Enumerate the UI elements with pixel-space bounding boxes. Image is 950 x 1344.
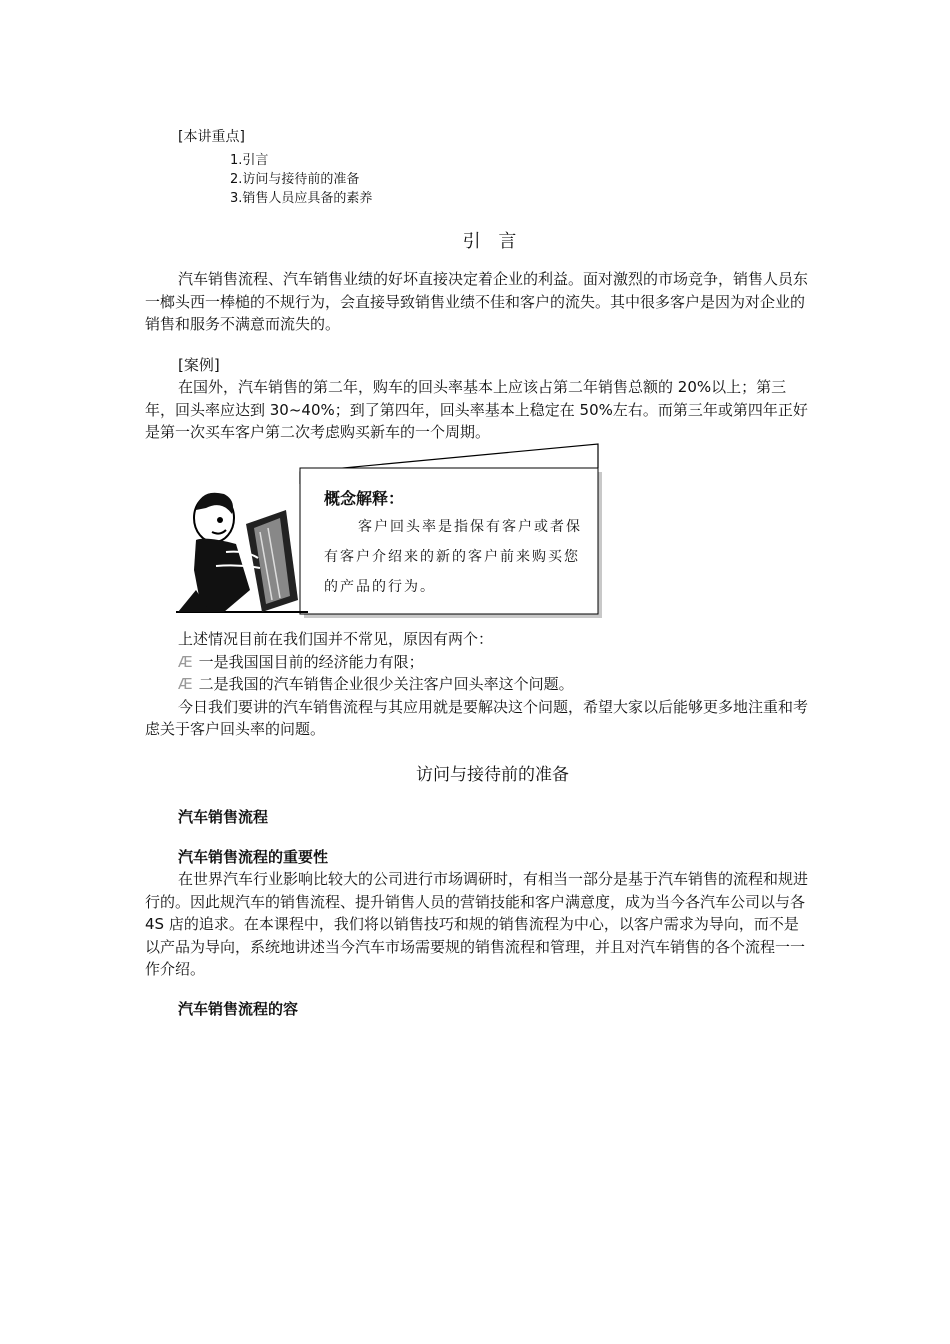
section-title-intro: 引 言 <box>462 231 523 252</box>
toc-item-2: 2.访问与接待前的准备 <box>230 172 360 187</box>
reasons-lead: 上述情况目前在我们国并不常见，原因有两个： <box>178 630 494 648</box>
subheading-content: 汽车销售流程的容 <box>178 1000 299 1018</box>
toc-item-1: 1.引言 <box>230 153 269 168</box>
intro-paragraph <box>145 268 811 336</box>
intro-text: 汽车销售流程、汽车销售业绩的好坏直接决定着企业的利益。面对激烈的市场竞争，销售人员东一榔头西一棒槌的不规行为，会直接导致销售业绩不佳和客户的流失。其中很多客户是因为对企业的销售和服务不满意而流失的。 <box>145 270 809 333</box>
subheading-sales-process: 汽车销售流程 <box>178 808 269 826</box>
reasons-block <box>145 628 811 741</box>
importance-text: 在世界汽车行业影响比较大的公司进行市场调研时，有相当一部分是基于汽车销售的流程和规进行的。因此规汽车的销售流程、提升销售人员的营销技能和客户满意度，成为当今各汽车公司以与各 4S 店的追求。在本课程中，我们将以销售技巧和规的销售流程为中心，以客户需求为导向，而不是以产品为导向，系统地讲述当今汽车市场需要规的销售流程和管理，并且对汽车销售的各个流程一一作介绍。 <box>145 870 809 978</box>
concept-title: 概念解释： <box>324 489 405 508</box>
subheading-importance: 汽车销售流程的重要性 <box>178 848 329 866</box>
bullet-icon: Æ <box>178 675 193 693</box>
closing-text: 今日我们要讲的汽车销售流程与其应用就是要解决这个问题，希望大家以后能够更多地注重和考虑关于客户回头率的问题。 <box>145 697 809 738</box>
reason-text-2: 二是我国的汽车销售企业很少关注客户回头率这个问题。 <box>198 675 574 693</box>
toc-item-3: 3.销售人员应具备的素养 <box>230 191 373 206</box>
case-text: 在国外，汽车销售的第二年，购车的回头率基本上应该占第二年销售总额的 20%以上；第三年，回头率应达到 30~40%；到了第四年，回头率基本上稳定在 50%左右。而第三年或第四年正好是第一次买车客户第二次考虑购买新车的一个周期。 <box>145 378 808 441</box>
case-label: [案例] <box>178 356 220 374</box>
person-carrying-board-icon <box>178 493 298 612</box>
reason-text-1: 一是我国国目前的经济能力有限； <box>198 652 424 671</box>
reason-item-1 <box>145 651 811 674</box>
concept-definition: 客户回头率是指保有客户或者保有客户介绍来的新的客户前来购买您的产品的行为。 <box>324 519 582 595</box>
concept-text <box>324 512 586 602</box>
case-paragraph <box>145 376 811 444</box>
toc-heading: [本讲重点] <box>178 129 245 145</box>
importance-paragraph <box>145 868 811 981</box>
reason-item-2 <box>145 673 811 696</box>
concept-box <box>176 440 606 620</box>
bullet-icon: Æ <box>178 652 193 671</box>
section-title-preparation: 访问与接待前的准备 <box>416 765 569 785</box>
